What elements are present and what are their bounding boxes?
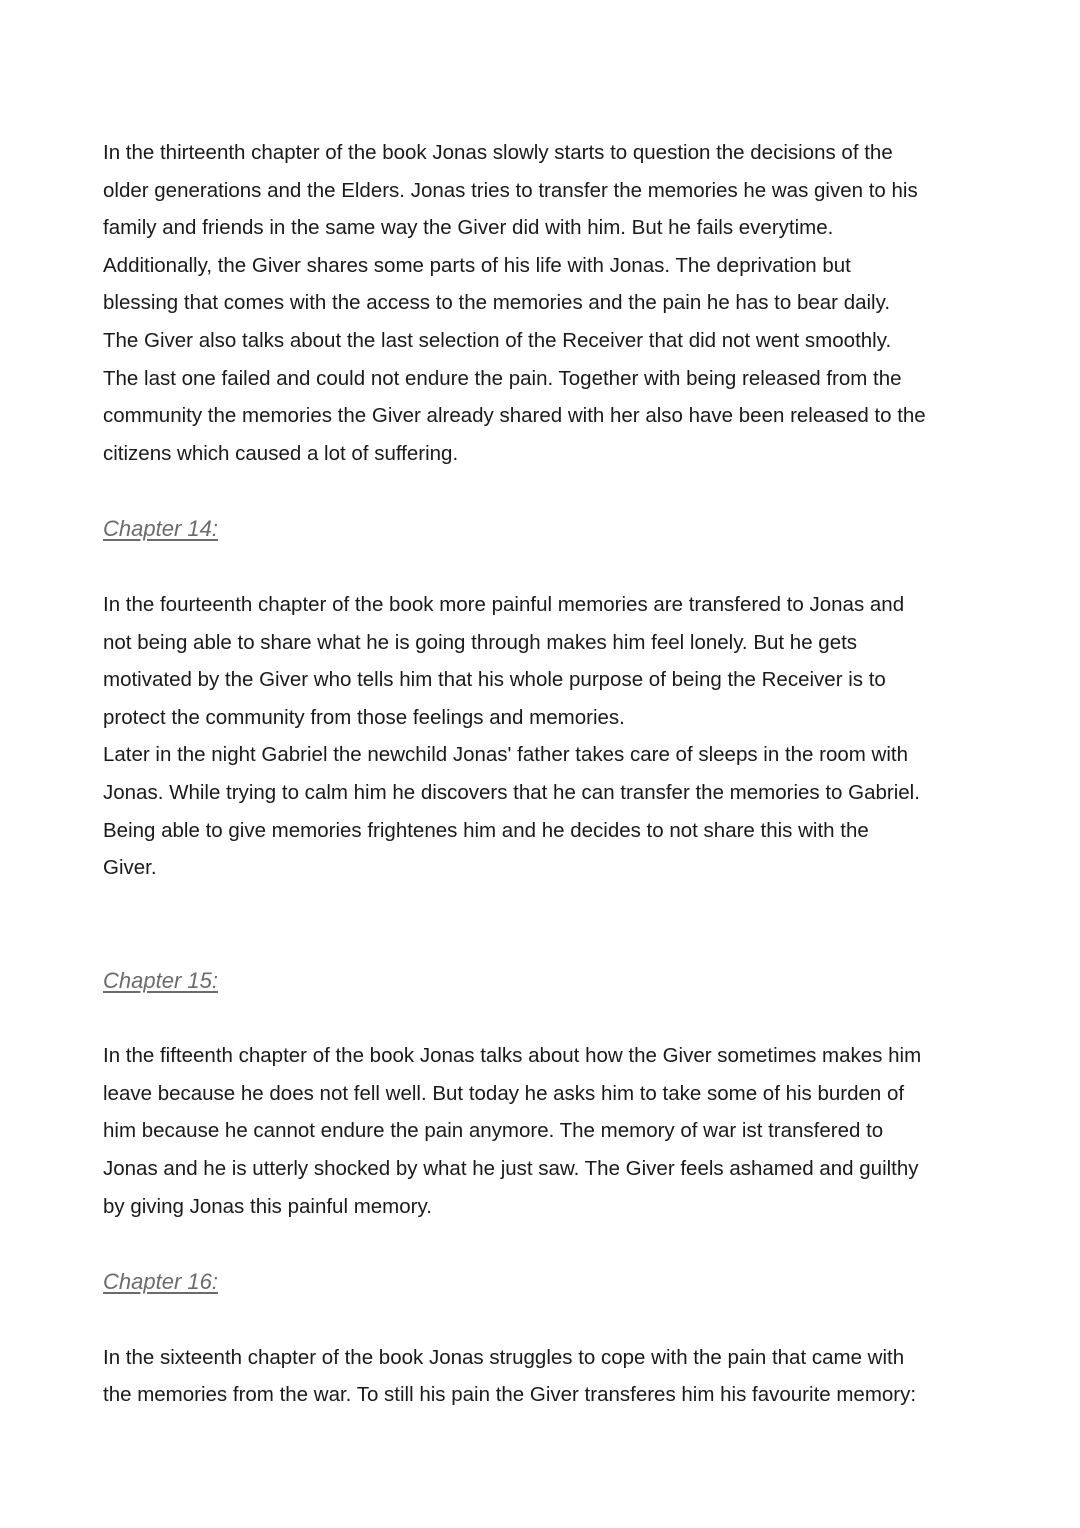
chapter-14-heading: Chapter 14: (103, 516, 218, 542)
chapter-15-heading: Chapter 15: (103, 967, 218, 993)
chapter-16-heading: Chapter 16: (103, 1269, 218, 1295)
text-line: community the memories the Giver already shared with her also have been released to the (103, 404, 926, 428)
text-line: by giving Jonas this painful memory. (103, 1194, 432, 1218)
text-line: him because he cannot endure the pain anymore. The memory of war ist transfered to (103, 1119, 884, 1143)
chapter-15-paragraph (103, 1037, 1003, 1225)
text-line: Being able to give memories frightenes him and he decides to not share this with the (103, 818, 869, 842)
text-line: Later in the night Gabriel the newchild Jonas' father takes care of sleeps in the room with (103, 743, 908, 767)
chapter-13-paragraph (103, 134, 1003, 472)
chapter-16-paragraph (103, 1339, 1003, 1414)
text-line: citizens which caused a lot of suffering. (103, 441, 459, 465)
text-line: motivated by the Giver who tells him that his whole purpose of being the Receiver is to (103, 668, 886, 692)
text-line: In the fourteenth chapter of the book more painful memories are transfered to Jonas and (103, 592, 905, 616)
text-line: Jonas and he is utterly shocked by what he just saw. The Giver feels ashamed and guilthy (103, 1157, 919, 1181)
text-line: Giver. (103, 856, 157, 880)
text-line: blessing that comes with the access to the memories and the pain he has to bear daily. (103, 291, 891, 315)
chapter-14-paragraph (103, 586, 1003, 887)
text-line: In the sixteenth chapter of the book Jonas struggles to cope with the pain that came with (103, 1345, 905, 1369)
text-line: The Giver also talks about the last selection of the Receiver that did not went smoothly. (103, 328, 892, 352)
text-line: In the thirteenth chapter of the book Jonas slowly starts to question the decisions of the (103, 141, 893, 164)
text-line: the memories from the war. To still his pain the Giver transferes him his favourite memory: (103, 1383, 917, 1407)
document-page (103, 134, 1003, 1414)
text-line: older generations and the Elders. Jonas tries to transfer the memories he was given to his (103, 178, 918, 202)
text-line: Jonas. While trying to calm him he discovers that he can transfer the memories to Gabriel. (103, 780, 920, 804)
text-line: family and friends in the same way the Giver did with him. But he fails everytime. (103, 216, 834, 240)
text-line: leave because he does not fell well. But today he asks him to take some of his burden of (103, 1081, 905, 1105)
text-line: not being able to share what he is going through makes him feel lonely. But he gets (103, 630, 858, 654)
text-line: Additionally, the Giver shares some parts of his life with Jonas. The deprivation but (103, 253, 851, 277)
text-line: protect the community from those feelings and memories. (103, 705, 625, 729)
text-line: In the fifteenth chapter of the book Jonas talks about how the Giver sometimes makes him (103, 1044, 922, 1068)
text-line: The last one failed and could not endure the pain. Together with being released from the (103, 366, 902, 390)
